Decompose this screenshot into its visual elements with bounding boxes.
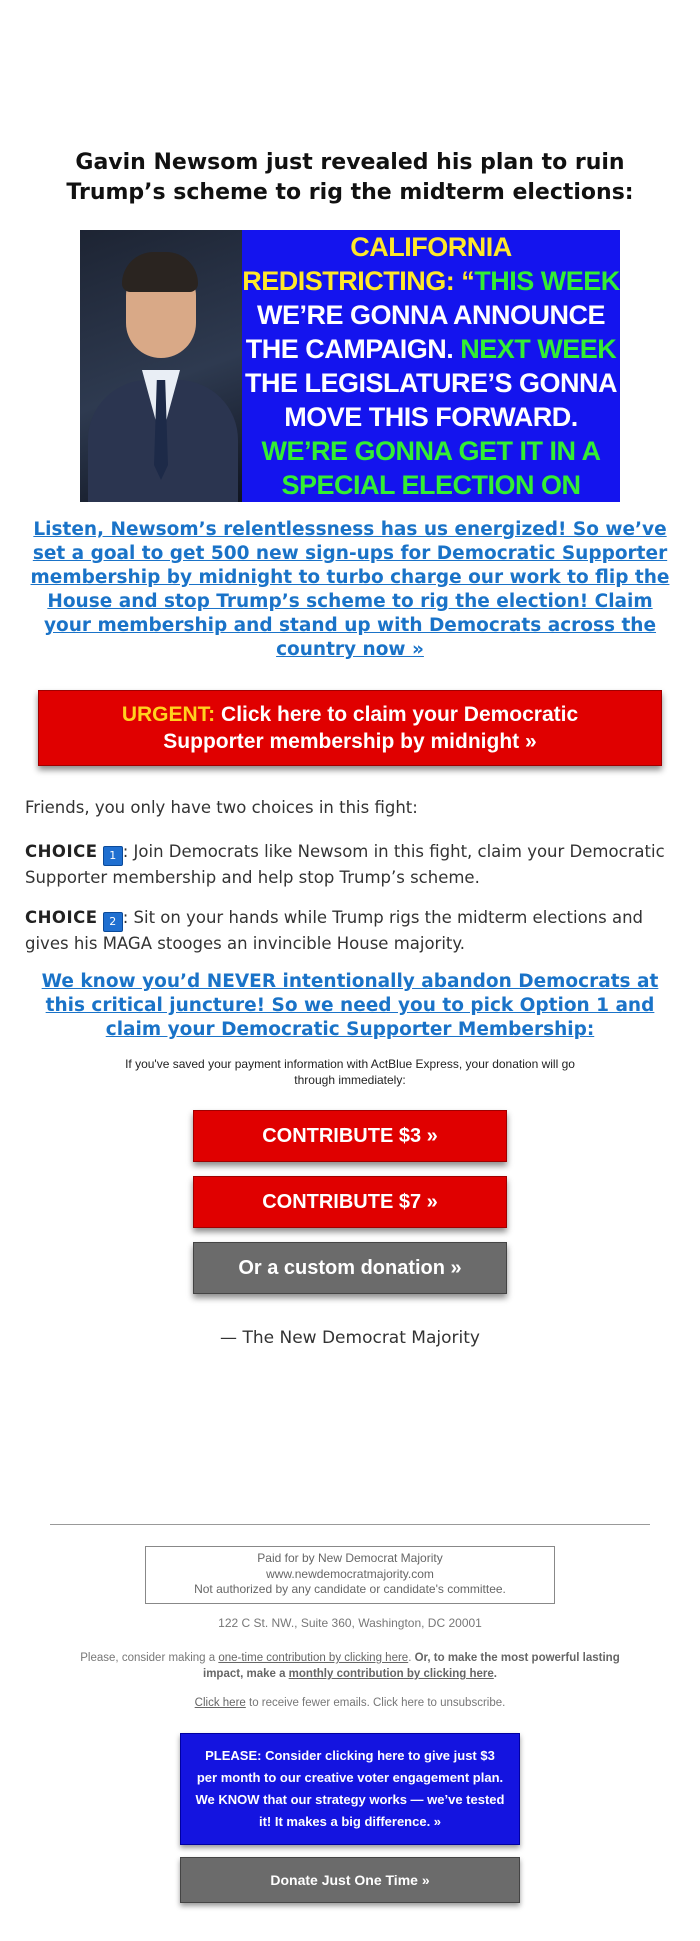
- consider-bold: Or, to make the most powerful lasting impact, make a: [203, 1652, 620, 1680]
- headline-line2: Trump’s scheme to rig the midterm elections:: [66, 180, 634, 205]
- urgent-prefix: URGENT:: [121, 703, 216, 726]
- hero-quote-part6: WE’RE GONNA GET IT IN A SPECIAL ELECTION ON: [261, 436, 601, 500]
- monthly-donation-button[interactable]: PLEASE: Consider clicking here to give just $3 per month to our creative voter engagement plan. We KNOW that our strategy works — we’ve tested it! It makes a big difference. »: [180, 1733, 520, 1845]
- choice-2: [25, 906, 675, 955]
- fewer-emails-rest: to receive fewer emails. Click here to unsubscribe.: [245, 1697, 506, 1709]
- friends-text: Friends, you only have two choices in this fight:: [25, 798, 418, 817]
- not-authorized-text: Not authorized by any candidate or candidate's committee.: [194, 1582, 506, 1596]
- consider-end: .: [493, 1668, 497, 1680]
- urgent-button-text: Click here to claim your Democratic Supporter membership by midnight »: [163, 703, 579, 753]
- mailing-address: 122 C St. NW., Suite 360, Washington, DC 20001: [218, 1616, 482, 1630]
- hero-quote-part5: THE LEGISLATURE’S GONNA MOVE THIS FORWARD.: [244, 368, 617, 432]
- actblue-express-note: If you've saved your payment information with ActBlue Express, your donation will go through immediately:: [125, 1057, 575, 1087]
- fewer-emails-link[interactable]: Click here: [194, 1697, 246, 1709]
- choice-1-text: : Join Democrats like Newsom in this fight, claim your Democratic Supporter membership and help stop Trump’s scheme.: [25, 842, 665, 887]
- signoff: — The New Democrat Majority: [220, 1328, 480, 1348]
- choice-1: [25, 840, 675, 889]
- newsom-photo: [80, 230, 242, 502]
- lead-membership-link[interactable]: Listen, Newsom’s relentlessness has us energized! So we’ve set a goal to get 500 new sign-ups for Democratic Supporter membership by midnight to turbo charge our work to flip the House and stop Trump’s scheme to rig the election! Claim your membership and stand up with Democrats across the country now »: [30, 519, 670, 660]
- consider-mid: .: [408, 1652, 415, 1664]
- number-1-icon: 1: [103, 846, 123, 866]
- choice-2-label: CHOICE: [25, 908, 98, 927]
- paid-by-text: Paid for by New Democrat Majority: [257, 1551, 443, 1565]
- headline-line1: Gavin Newsom just revealed his plan to ruin: [75, 150, 625, 175]
- paid-for-box: [145, 1546, 555, 1604]
- pick-option-link[interactable]: We know you’d NEVER intentionally abandon Democrats at this critical juncture! So we need you to pick Option 1 and claim your Democratic Supporter Membership:: [41, 971, 659, 1040]
- one-time-contribution-link[interactable]: one-time contribution by clicking here: [218, 1652, 409, 1664]
- hero-quote-part2: THIS WEEK: [474, 266, 620, 296]
- hero-quote-part4: NEXT WEEK: [460, 334, 617, 364]
- hero-quote: [242, 230, 620, 502]
- contribute-7-button[interactable]: CONTRIBUTE $7 »: [193, 1176, 507, 1228]
- consider-text: [60, 1650, 640, 1682]
- custom-donation-button[interactable]: Or a custom donation »: [193, 1242, 507, 1294]
- urgent-membership-button[interactable]: [38, 690, 662, 766]
- contribute-3-button[interactable]: CONTRIBUTE $3 »: [193, 1110, 507, 1162]
- hero-quote-part3: WE’RE GONNA ANNOUNCE THE CAMPAIGN.: [245, 300, 605, 364]
- choice-2-text: : Sit on your hands while Trump rigs the midterm elections and gives his MAGA stooges an invincible House majority.: [25, 908, 644, 953]
- hero-image[interactable]: [80, 230, 620, 502]
- choice-1-label: CHOICE: [25, 842, 98, 861]
- footer-divider: [50, 1524, 650, 1525]
- fewer-emails-text: [25, 1697, 675, 1709]
- number-2-icon: 2: [103, 912, 123, 932]
- headline: [25, 148, 675, 208]
- website-text: www.newdemocratmajority.com: [266, 1566, 434, 1581]
- donate-one-time-button[interactable]: Donate Just One Time »: [180, 1857, 520, 1903]
- monthly-contribution-link[interactable]: monthly contribution by clicking here: [288, 1668, 494, 1680]
- consider-pre: Please, consider making a: [80, 1652, 219, 1664]
- hero-quote-part1: CALIFORNIA REDISTRICTING: “: [242, 232, 512, 296]
